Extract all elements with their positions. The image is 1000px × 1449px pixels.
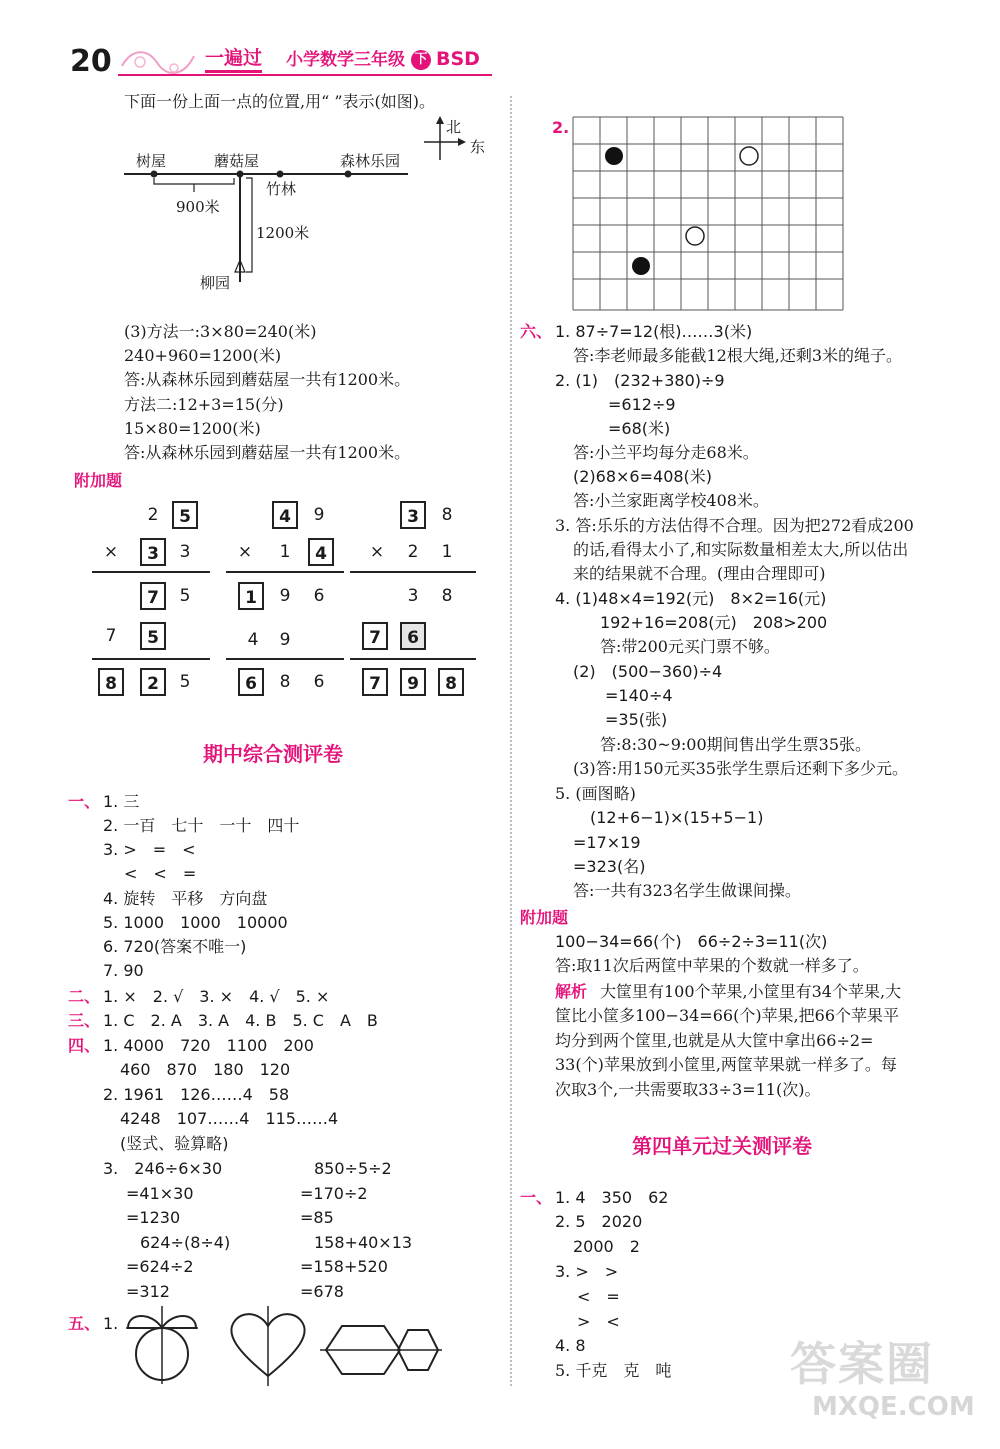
answer-line: 3. > = < xyxy=(103,840,196,859)
column-divider xyxy=(510,96,512,1386)
answer-line: =170÷2 xyxy=(300,1184,368,1203)
answer-box: 8 xyxy=(438,668,464,696)
go-board xyxy=(572,116,844,312)
calc-line: 答:从森林乐园到蘑菇屋一共有1200米。 xyxy=(124,370,411,389)
midterm-title: 期中综合测评卷 xyxy=(203,742,343,766)
product-rule xyxy=(92,571,210,573)
answer-line: 答:李老师最多能截12根大绳,还剩3米的绳子。 xyxy=(573,346,903,365)
answer-line: 100−34=66(个) 66÷2÷3=11(次) xyxy=(555,932,828,951)
analysis-line: 33(个)苹果放到小筐里,两筐苹果就一样多了。每 xyxy=(555,1055,897,1074)
answer-line: =158+520 xyxy=(300,1257,388,1276)
section-label: 四、 xyxy=(68,1036,101,1055)
page-number: 20 xyxy=(70,44,112,79)
answer-box: 4 xyxy=(308,538,334,566)
answer-line: 1. 4 350 62 xyxy=(555,1188,669,1207)
analysis-line: 大筐里有100个苹果,小筐里有34个苹果,大 xyxy=(600,982,902,1001)
calc-line: 15×80=1200(米) xyxy=(124,419,261,438)
answer-line: 来的结果就不合理。(理由合理即可) xyxy=(573,564,826,583)
digit: 2 xyxy=(147,505,159,525)
digit: 6 xyxy=(313,672,325,692)
answer-line: =1230 xyxy=(126,1208,181,1227)
answer-line: 6. 720(答案不唯一) xyxy=(103,937,247,956)
analysis-line: 筐比小筐多100−34=66(个)苹果,把66个苹果平 xyxy=(555,1006,900,1025)
map-place-label: 树屋 xyxy=(136,152,167,170)
digit: 3 xyxy=(407,586,419,606)
sum-rule xyxy=(226,658,344,660)
mult-puzzle xyxy=(350,498,480,698)
intro-text: 下面一份上面一点的位置,用“ ”表示(如图)。 xyxy=(124,92,436,111)
section-label: 一、 xyxy=(68,792,101,811)
answer-line: 850÷5÷2 xyxy=(314,1159,392,1178)
answer-line: 2. (1) (232+380)÷9 xyxy=(555,371,725,390)
answer-box: 3 xyxy=(400,501,426,529)
section-label: 六、 xyxy=(520,322,553,341)
answer-line: (竖式、验算略) xyxy=(120,1134,229,1153)
answer-line: 4. 旋转 平移 方向盘 xyxy=(103,889,268,908)
product-rule xyxy=(226,571,344,573)
map-east-label: 东 xyxy=(470,138,486,156)
times-sign: × xyxy=(237,542,253,562)
answer-line: 192+16=208(元) 208>200 xyxy=(600,613,828,632)
answer-box: 8 xyxy=(98,668,124,696)
answer-line: =41×30 xyxy=(126,1184,194,1203)
answer-box: 2 xyxy=(140,668,166,696)
answer-box: 7 xyxy=(140,582,166,610)
answer-line: 1. × 2. √ 3. × 4. √ 5. × xyxy=(103,987,330,1006)
unit4-title: 第四单元过关测评卷 xyxy=(632,1134,812,1158)
answer-line: =678 xyxy=(300,1282,344,1301)
position-map xyxy=(120,112,500,312)
answer-box: 6 xyxy=(400,622,426,650)
answer-line: 1. 87÷7=12(根)……3(米) xyxy=(555,322,753,341)
answer-box: 4 xyxy=(272,501,298,529)
mult-puzzle xyxy=(92,498,212,698)
answer-line: 7. 90 xyxy=(103,961,144,980)
answer-line: 答:取11次后两筐中苹果的个数就一样多了。 xyxy=(555,956,869,975)
header-rule xyxy=(118,74,492,76)
analysis-label: 解析 xyxy=(555,982,588,1001)
answer-line: =323(名) xyxy=(573,857,646,876)
digit: 4 xyxy=(247,630,259,650)
answer-line: 2. 1961 126……4 58 xyxy=(103,1085,290,1104)
digit: 3 xyxy=(179,542,191,562)
map-place-label: 柳园 xyxy=(200,274,231,292)
answer-line: 1. 三 xyxy=(103,792,140,811)
analysis-line: 均分到两个筐里,也就是从大筐中拿出66÷2= xyxy=(555,1031,874,1050)
bonus-title: 附加题 xyxy=(74,471,123,490)
subject-title: 小学数学三年级 xyxy=(286,50,405,70)
term-badge: 下 xyxy=(411,50,431,70)
answer-line: 4248 107……4 115……4 xyxy=(120,1109,339,1128)
digit: 7 xyxy=(105,626,117,646)
answer-line: 答:带200元买门票不够。 xyxy=(600,637,780,656)
answer-box: 6 xyxy=(238,668,264,696)
digit: 8 xyxy=(441,505,453,525)
map-place-label: 竹林 xyxy=(266,180,297,198)
digit: 1 xyxy=(279,542,291,562)
answer-line: 答:小兰平均每分走68米。 xyxy=(573,443,759,462)
sum-rule xyxy=(350,658,476,660)
mult-puzzle xyxy=(226,498,346,698)
times-sign: × xyxy=(103,542,119,562)
brand-logo: 一遍过 xyxy=(205,46,262,73)
symmetry-figures xyxy=(122,1306,442,1390)
calc-line: 方法二:12+3=15(分) xyxy=(124,395,284,414)
watermark-logo: 答案圈 xyxy=(790,1337,934,1391)
map-north-label: 北 xyxy=(446,118,462,136)
answer-line: (12+6−1)×(15+5−1) xyxy=(590,808,764,827)
answer-line: 5. 1000 1000 10000 xyxy=(103,913,288,932)
answer-line: 4. 8 xyxy=(555,1336,586,1355)
section-label: 五、 xyxy=(68,1314,101,1333)
answer-line: =35(张) xyxy=(605,710,668,729)
answer-box: 9 xyxy=(400,668,426,696)
watermark-url: MXQE.COM xyxy=(812,1392,975,1422)
answer-line: 3. 246÷6×30 xyxy=(103,1159,223,1178)
answer-box: 7 xyxy=(362,668,388,696)
map-distance-label: 1200米 xyxy=(256,224,310,242)
digit: 5 xyxy=(179,672,191,692)
answer-line: 答:8:30~9:00期间售出学生票35张。 xyxy=(600,735,872,754)
digit: 5 xyxy=(179,586,191,606)
answer-line: 2. 一百 七十 一十 四十 xyxy=(103,816,300,835)
digit: 6 xyxy=(313,586,325,606)
answer-line: (3)答:用150元买35张学生票后还剩下多少元。 xyxy=(573,759,908,778)
answer-line: 460 870 180 120 xyxy=(120,1060,291,1079)
digit: 1 xyxy=(441,542,453,562)
digit: 8 xyxy=(279,672,291,692)
answer-line: < < = xyxy=(124,864,197,883)
answer-line: > < xyxy=(577,1312,620,1331)
answer-line: 3. > > xyxy=(555,1262,619,1281)
answer-line: 5. 千克 克 吨 xyxy=(555,1361,672,1380)
answer-line: 158+40×13 xyxy=(314,1233,413,1252)
answer-line: 的话,看得太小了,和实际数量相差太大,所以估出 xyxy=(573,540,909,559)
map-distance-label: 900米 xyxy=(176,198,220,216)
answer-line: 4. (1)48×4=192(元) 8×2=16(元) xyxy=(555,589,827,608)
answer-line: (2) (500−360)÷4 xyxy=(573,662,723,681)
calc-line: 答:从森林乐园到蘑菇屋一共有1200米。 xyxy=(124,443,411,462)
answer-box: 3 xyxy=(140,538,166,566)
times-sign: × xyxy=(369,542,385,562)
answer-line: =612÷9 xyxy=(608,395,676,414)
calc-line: 240+960=1200(米) xyxy=(124,346,282,365)
map-place-label: 森林乐园 xyxy=(340,152,401,170)
answer-box: 5 xyxy=(172,501,198,529)
answer-line: 答:小兰家距离学校408米。 xyxy=(573,491,769,510)
answer-line: 1. 4000 720 1100 200 xyxy=(103,1036,314,1055)
answer-line: =68(米) xyxy=(608,419,671,438)
answer-line: 1. C 2. A 3. A 4. B 5. C A B xyxy=(103,1011,378,1030)
section-label: 一、 xyxy=(520,1188,553,1207)
section-label: 二、 xyxy=(68,987,101,1006)
digit: 9 xyxy=(279,630,291,650)
answer-line: 1. xyxy=(103,1314,119,1333)
question-number: 2. xyxy=(552,118,570,137)
answer-line: 2000 2 xyxy=(573,1237,640,1256)
answer-line: 3. 答:乐乐的方法估得不合理。因为把272看成200 xyxy=(555,516,914,535)
answer-box: 5 xyxy=(140,622,166,650)
answer-line: =312 xyxy=(126,1282,170,1301)
answer-line: 2. 5 2020 xyxy=(555,1212,643,1231)
calc-line: (3)方法一:3×80=240(米) xyxy=(124,322,317,341)
answer-box: 1 xyxy=(238,582,264,610)
edition-label: BSD xyxy=(436,48,480,70)
sum-rule xyxy=(92,658,210,660)
answer-line: =140÷4 xyxy=(605,686,673,705)
answer-line: 答:一共有323名学生做课间操。 xyxy=(573,881,801,900)
answer-line: =624÷2 xyxy=(126,1257,194,1276)
digit: 8 xyxy=(441,586,453,606)
answer-line: =17×19 xyxy=(573,833,641,852)
answer-line: 5. (画图略) xyxy=(555,784,636,803)
digit: 2 xyxy=(407,542,419,562)
map-place-label: 蘑菇屋 xyxy=(214,152,260,170)
section-label: 三、 xyxy=(68,1011,101,1030)
answer-line: (2)68×6=408(米) xyxy=(573,467,713,486)
analysis-line: 次取3个,一共需要取33÷3=11(次)。 xyxy=(555,1080,821,1099)
answer-line: =85 xyxy=(300,1208,334,1227)
answer-box: 7 xyxy=(362,622,388,650)
product-rule xyxy=(350,571,476,573)
digit: 9 xyxy=(279,586,291,606)
bonus-title: 附加题 xyxy=(520,908,569,927)
digit: 9 xyxy=(313,505,325,525)
answer-line: < = xyxy=(577,1287,620,1306)
answer-line: 624÷(8÷4) xyxy=(140,1233,231,1252)
